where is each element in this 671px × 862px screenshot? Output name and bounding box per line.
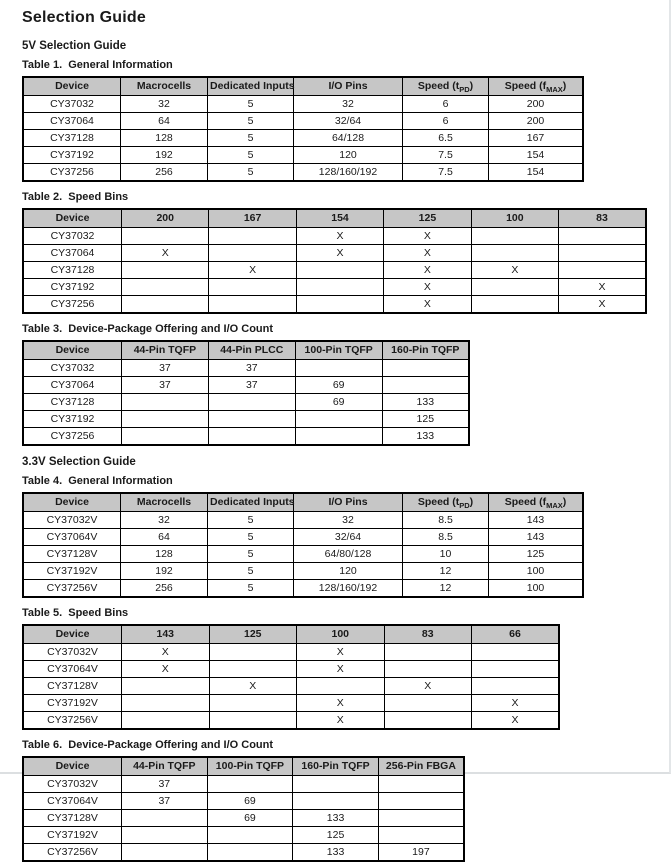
header-row <box>23 77 583 96</box>
table-cell <box>209 279 296 296</box>
table-cell: X <box>122 644 210 661</box>
device-cell: CY37064V <box>23 661 122 678</box>
table-caption: Table 1. General Information <box>22 59 173 71</box>
table-cell: 32 <box>294 96 403 113</box>
column-header: 256-Pin FBGA <box>378 757 464 776</box>
table-cell <box>296 279 383 296</box>
table-cell <box>209 712 297 730</box>
column-header: Dedicated Inputs <box>208 77 294 96</box>
table-cell: X <box>209 262 296 279</box>
table-cell: 100 <box>489 563 584 580</box>
table-cell: X <box>297 712 385 730</box>
table-cell: 37 <box>122 776 208 793</box>
table-cell <box>471 279 558 296</box>
table-cell: X <box>471 262 558 279</box>
table-cell: 7.5 <box>403 147 489 164</box>
table-cell <box>207 776 293 793</box>
table-cell: 256 <box>121 580 208 598</box>
table-cell <box>559 262 646 279</box>
table-row <box>23 712 559 730</box>
table-cell: 125 <box>489 546 584 563</box>
header-row <box>23 209 646 228</box>
table-row <box>23 428 469 446</box>
table-1-general-information-section <box>22 59 657 182</box>
table-cell <box>471 245 558 262</box>
table-cell: 167 <box>489 130 584 147</box>
column-header: 44-Pin TQFP <box>122 757 208 776</box>
header-row <box>23 341 469 360</box>
table-cell <box>472 678 560 695</box>
table-row <box>23 810 464 827</box>
table-cell <box>122 279 209 296</box>
device-cell: CY37032 <box>23 96 121 113</box>
table-cell: X <box>472 712 560 730</box>
table-cell: 5 <box>208 164 294 182</box>
table-cell <box>122 262 209 279</box>
table-cell: X <box>559 279 646 296</box>
device-cell: CY37128V <box>23 678 122 695</box>
table-cell: 125 <box>382 411 469 428</box>
table-cell: 120 <box>294 147 403 164</box>
table-cell: 154 <box>489 164 584 182</box>
device-cell: CY37064 <box>23 113 121 130</box>
column-header: 100-Pin TQFP <box>207 757 293 776</box>
column-header: I/O Pins <box>294 493 403 512</box>
table-cell: 100 <box>489 580 584 598</box>
table-cell <box>208 428 295 446</box>
table-cell: 64/80/128 <box>294 546 403 563</box>
table-cell: 5 <box>208 512 294 529</box>
table-cell: 69 <box>207 793 293 810</box>
table-cell: 5 <box>208 147 294 164</box>
table-cell: 154 <box>489 147 584 164</box>
device-cell: CY37128 <box>23 394 122 411</box>
table-cell <box>209 644 297 661</box>
table-cell: 37 <box>208 360 295 377</box>
table-cell <box>384 695 472 712</box>
table-cell <box>122 296 209 314</box>
section-heading-5v: 5V Selection Guide <box>22 40 127 52</box>
device-cell: CY37128V <box>23 810 122 827</box>
table-cell: X <box>209 678 297 695</box>
device-cell: CY37256 <box>23 164 121 182</box>
device-cell: CY37064V <box>23 793 122 810</box>
table-cell <box>208 394 295 411</box>
table-cell: 37 <box>208 377 295 394</box>
table-cell: 32/64 <box>294 113 403 130</box>
table-cell: X <box>384 228 471 245</box>
column-header: Device <box>23 493 121 512</box>
table-caption: Table 6. Device-Package Offering and I/O Count <box>22 739 274 751</box>
device-cell: CY37192 <box>23 411 122 428</box>
header-row <box>23 625 559 644</box>
table-cell <box>559 228 646 245</box>
device-cell: CY37064V <box>23 529 121 546</box>
table-cell <box>122 827 208 844</box>
table-cell: 5 <box>208 113 294 130</box>
section-heading-3v3: 3.3V Selection Guide <box>22 456 136 468</box>
table-cell: 5 <box>208 96 294 113</box>
column-header: 100-Pin TQFP <box>295 341 382 360</box>
table-cell: 200 <box>489 113 584 130</box>
header-row <box>23 757 464 776</box>
device-cell: CY37192 <box>23 279 122 296</box>
table-cell: X <box>384 678 472 695</box>
device-cell: CY37032V <box>23 776 122 793</box>
table-3-package-offering-section <box>22 323 657 446</box>
table-cell <box>378 810 464 827</box>
table-row <box>23 644 559 661</box>
table-cell: 64/128 <box>294 130 403 147</box>
device-cell: CY37064 <box>23 377 122 394</box>
table-cell: X <box>384 296 471 314</box>
table-cell: 143 <box>489 529 584 546</box>
table-cell <box>122 428 209 446</box>
table-6-package-offering-section <box>22 739 657 862</box>
table-row <box>23 580 583 598</box>
table-cell <box>559 245 646 262</box>
column-header: Macrocells <box>121 493 208 512</box>
table-cell: 8.5 <box>403 512 489 529</box>
table-cell: 5 <box>208 529 294 546</box>
table-row <box>23 164 583 182</box>
table-cell <box>471 296 558 314</box>
table-cell: X <box>296 245 383 262</box>
table-row <box>23 360 469 377</box>
table-cell: 37 <box>122 377 209 394</box>
column-header: 125 <box>384 209 471 228</box>
device-cell: CY37128 <box>23 130 121 147</box>
table-cell <box>471 228 558 245</box>
column-header: 160-Pin TQFP <box>293 757 379 776</box>
table-cell <box>122 678 210 695</box>
column-header: Speed $(t_{PD})$ <box>403 493 489 512</box>
table-cell: X <box>384 245 471 262</box>
table-cell <box>209 245 296 262</box>
device-cell: CY37256 <box>23 428 122 446</box>
column-header: 44-Pin TQFP <box>122 341 209 360</box>
table-cell: 32 <box>121 512 208 529</box>
table-2-speed-bins-section <box>22 191 657 314</box>
table-row <box>23 529 583 546</box>
table-row <box>23 776 464 793</box>
device-cell: CY37256V <box>23 844 122 862</box>
table-cell: 256 <box>121 164 208 182</box>
device-cell: CY37128V <box>23 546 121 563</box>
table-cell: 197 <box>378 844 464 862</box>
column-header: Speed $(f_{MAX})$ <box>489 493 584 512</box>
table-row <box>23 546 583 563</box>
table-cell: 64 <box>121 113 208 130</box>
table-cell: X <box>384 279 471 296</box>
column-header: Device <box>23 625 122 644</box>
table-cell <box>208 411 295 428</box>
table-cell <box>378 793 464 810</box>
table-cell: 5 <box>208 130 294 147</box>
table-cell <box>384 712 472 730</box>
table-cell <box>296 262 383 279</box>
table-row <box>23 661 559 678</box>
device-cell: CY37192V <box>23 695 122 712</box>
table-6-package-offering <box>22 756 465 862</box>
table-2-speed-bins <box>22 208 647 314</box>
table-cell <box>295 428 382 446</box>
table-cell <box>293 793 379 810</box>
device-cell: CY37192V <box>23 827 122 844</box>
device-cell: CY37256 <box>23 296 122 314</box>
table-cell: 143 <box>489 512 584 529</box>
table-cell: X <box>297 661 385 678</box>
column-header: 160-Pin TQFP <box>382 341 469 360</box>
table-cell <box>122 411 209 428</box>
table-cell: 120 <box>294 563 403 580</box>
table-cell: X <box>122 661 210 678</box>
page-title: Selection Guide <box>22 9 146 26</box>
table-row <box>23 130 583 147</box>
column-header: 100 <box>471 209 558 228</box>
table-row <box>23 512 583 529</box>
column-header: 143 <box>122 625 210 644</box>
table-caption: Table 2. Speed Bins <box>22 191 129 203</box>
device-cell: CY37032V <box>23 512 121 529</box>
table-row <box>23 147 583 164</box>
table-row <box>23 695 559 712</box>
table-row <box>23 279 646 296</box>
table-row <box>23 827 464 844</box>
header-row <box>23 493 583 512</box>
table-cell: 128/160/192 <box>294 164 403 182</box>
device-cell: CY37064 <box>23 245 122 262</box>
device-cell: CY37192V <box>23 563 121 580</box>
table-cell: X <box>297 644 385 661</box>
table-cell: 133 <box>382 394 469 411</box>
column-header: 83 <box>559 209 646 228</box>
table-cell <box>209 228 296 245</box>
table-row <box>23 296 646 314</box>
table-cell: 32 <box>121 96 208 113</box>
table-cell: X <box>559 296 646 314</box>
table-cell: 128 <box>121 130 208 147</box>
table-cell: 6.5 <box>403 130 489 147</box>
table-cell <box>384 661 472 678</box>
column-header: Device <box>23 77 121 96</box>
device-cell: CY37128 <box>23 262 122 279</box>
column-header: Device <box>23 757 122 776</box>
table-cell <box>122 712 210 730</box>
table-cell: 125 <box>293 827 379 844</box>
table-row <box>23 96 583 113</box>
table-cell <box>122 394 209 411</box>
table-cell: X <box>384 262 471 279</box>
column-header: 154 <box>296 209 383 228</box>
table-4-general-information <box>22 492 584 598</box>
table-row <box>23 113 583 130</box>
table-row <box>23 678 559 695</box>
table-cell <box>209 296 296 314</box>
table-cell: 69 <box>295 377 382 394</box>
table-cell <box>472 661 560 678</box>
table-cell: 133 <box>293 844 379 862</box>
table-cell <box>122 695 210 712</box>
table-cell <box>122 844 208 862</box>
table-cell: 192 <box>121 563 208 580</box>
table-cell: 133 <box>382 428 469 446</box>
table-cell <box>382 360 469 377</box>
table-cell <box>472 644 560 661</box>
table-cell: 37 <box>122 793 208 810</box>
table-cell: 37 <box>122 360 209 377</box>
device-cell: CY37192 <box>23 147 121 164</box>
table-row <box>23 844 464 862</box>
table-cell <box>293 776 379 793</box>
table-cell: 69 <box>207 810 293 827</box>
table-cell: 10 <box>403 546 489 563</box>
table-cell <box>296 296 383 314</box>
table-5-speed-bins <box>22 624 560 730</box>
table-caption: Table 3. Device-Package Offering and I/O Count <box>22 323 274 335</box>
table-cell: 128 <box>121 546 208 563</box>
column-header: Speed $(f_{MAX})$ <box>489 77 584 96</box>
table-row <box>23 377 469 394</box>
table-caption: Table 4. General Information <box>22 475 173 487</box>
device-cell: CY37032 <box>23 228 122 245</box>
table-cell: 5 <box>208 580 294 598</box>
column-header: Device <box>23 209 122 228</box>
table-cell <box>122 228 209 245</box>
column-header: 100 <box>297 625 385 644</box>
table-1-general-information <box>22 76 584 182</box>
table-row <box>23 245 646 262</box>
table-cell: 200 <box>489 96 584 113</box>
table-cell <box>297 678 385 695</box>
table-cell: X <box>472 695 560 712</box>
column-header: 167 <box>209 209 296 228</box>
table-cell: 7.5 <box>403 164 489 182</box>
table-cell <box>207 827 293 844</box>
table-cell: 133 <box>293 810 379 827</box>
table-cell: 5 <box>208 563 294 580</box>
table-row <box>23 394 469 411</box>
table-cell <box>122 810 208 827</box>
column-header: Dedicated Inputs <box>208 493 294 512</box>
table-3-package-offering <box>22 340 470 446</box>
column-header: Macrocells <box>121 77 208 96</box>
table-cell <box>209 661 297 678</box>
table-cell <box>207 844 293 862</box>
table-cell: X <box>296 228 383 245</box>
column-header: Speed $(t_{PD})$ <box>403 77 489 96</box>
table-cell: 8.5 <box>403 529 489 546</box>
table-cell: 12 <box>403 580 489 598</box>
table-4-general-information-section <box>22 475 657 598</box>
column-header: 66 <box>472 625 560 644</box>
table-cell <box>295 411 382 428</box>
table-cell: 69 <box>295 394 382 411</box>
table-cell: X <box>122 245 209 262</box>
table-cell: 32/64 <box>294 529 403 546</box>
table-cell <box>382 377 469 394</box>
table-cell: 5 <box>208 546 294 563</box>
column-header: 200 <box>122 209 209 228</box>
table-cell: 6 <box>403 113 489 130</box>
table-cell: 12 <box>403 563 489 580</box>
column-header: 83 <box>384 625 472 644</box>
table-cell <box>378 827 464 844</box>
table-cell: 6 <box>403 96 489 113</box>
table-cell: 192 <box>121 147 208 164</box>
column-header: 125 <box>209 625 297 644</box>
table-cell <box>295 360 382 377</box>
table-cell: 32 <box>294 512 403 529</box>
table-row <box>23 262 646 279</box>
column-header: 44-Pin PLCC <box>208 341 295 360</box>
table-row <box>23 228 646 245</box>
table-cell <box>384 644 472 661</box>
device-cell: CY37256V <box>23 712 122 730</box>
device-cell: CY37256V <box>23 580 121 598</box>
table-row <box>23 563 583 580</box>
column-header: Device <box>23 341 122 360</box>
column-header: I/O Pins <box>294 77 403 96</box>
table-caption: Table 5. Speed Bins <box>22 607 129 619</box>
table-cell: X <box>297 695 385 712</box>
device-cell: CY37032V <box>23 644 122 661</box>
table-row <box>23 411 469 428</box>
table-row <box>23 793 464 810</box>
table-5-speed-bins-section <box>22 607 657 730</box>
table-cell <box>378 776 464 793</box>
table-cell: 64 <box>121 529 208 546</box>
table-cell: 128/160/192 <box>294 580 403 598</box>
device-cell: CY37032 <box>23 360 122 377</box>
table-cell <box>209 695 297 712</box>
